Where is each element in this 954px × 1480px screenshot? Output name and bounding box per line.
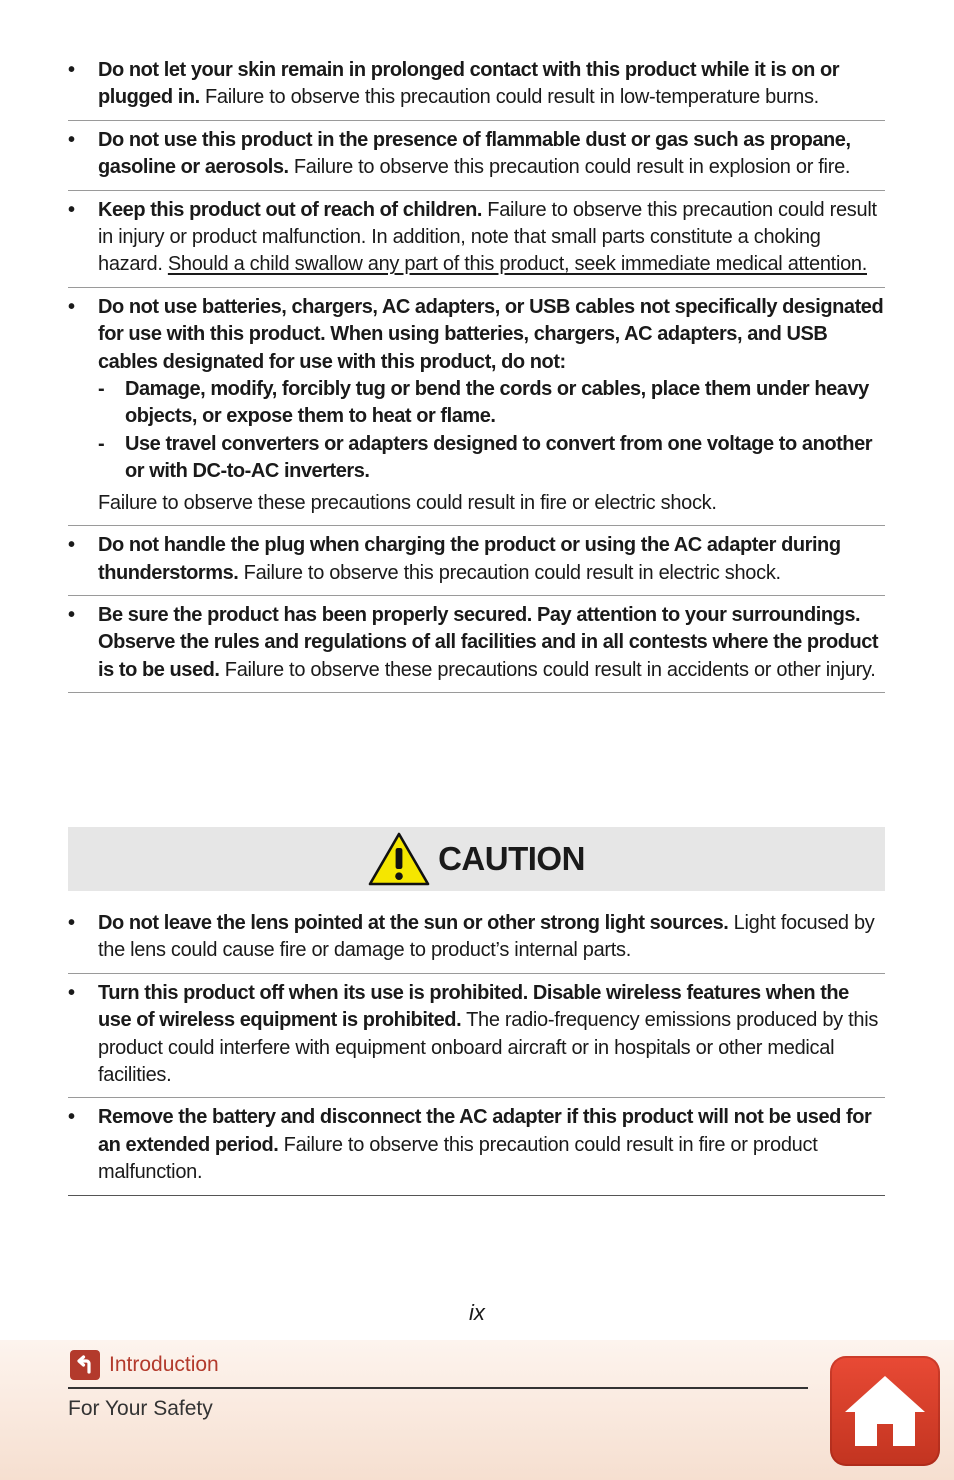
caution-text: Light focused by the lens could cause fire or damage to product’s internal parts. — [98, 912, 875, 962]
caution-title: CAUTION — [438, 840, 585, 877]
warning-text: Failure to observe this precaution could result in low-temperature burns. — [199, 86, 819, 109]
bullet: • — [68, 534, 76, 557]
bullet: • — [68, 912, 76, 934]
home-icon — [843, 1372, 927, 1450]
caution-heading: Do not leave the lens pointed at the sun or other strong light sources. — [98, 912, 729, 934]
warning-heading: Do not use batteries, chargers, AC adapters, or USB cables not specifically designated for use with this product. When using batteries, chargers, AC adapters, and USB cables designated for use with this product, do not: — [98, 295, 884, 373]
caution-text: The radio-frequency emissions produced by this product could interfere with equipment onboard aircraft or in hospitals or other medical facilities. — [98, 1009, 879, 1087]
home-button[interactable] — [830, 1356, 940, 1466]
warning-item — [68, 288, 885, 526]
warning-item — [68, 121, 885, 191]
bullet: • — [68, 295, 76, 318]
warning-heading: Keep this product out of reach of children. — [98, 198, 483, 221]
medical-attention-note: Should a child swallow any part of this product, seek immediate medical attention. — [167, 253, 867, 276]
warning-text: Failure to observe this precaution could result in electric shock. — [238, 561, 781, 584]
bullet: • — [68, 1106, 76, 1129]
warning-text: Failure to observe these precautions could result in accidents or other injury. — [219, 658, 876, 681]
bullet: • — [68, 128, 76, 151]
warning-text: Failure to observe these precautions could result in fire or electric shock. — [98, 491, 717, 514]
warning-triangle-icon — [368, 832, 430, 886]
caution-item — [68, 910, 885, 974]
caution-heading: Remove the battery and disconnect the AC adapter if this product will not be used for an extended period. — [98, 1106, 872, 1156]
bullet: • — [68, 603, 76, 626]
sub-item-text: Damage, modify, forcibly tug or bend the cords or cables, place them under heavy objects, or expose them to heat or flame. — [125, 378, 869, 428]
section-title: For Your Safety — [68, 1397, 213, 1420]
sub-item — [98, 431, 885, 486]
warning-item — [68, 57, 885, 121]
page-number: ix — [469, 1300, 485, 1325]
warning-item — [68, 191, 885, 288]
warning-heading: Do not let your skin remain in prolonged contact with this product while it is on or plugged in. — [98, 59, 840, 109]
warning-text: Failure to observe this precaution could result in explosion or fire. — [288, 156, 851, 179]
back-link-introduction[interactable] — [70, 1350, 219, 1380]
dash: - — [98, 432, 105, 455]
footer-divider — [68, 1387, 808, 1389]
caution-header — [68, 827, 885, 891]
dash: - — [98, 378, 105, 401]
warning-item — [68, 526, 885, 596]
bullet: • — [68, 59, 76, 81]
warning-heading: Do not handle the plug when charging the product or using the AC adapter during thunderstorms. — [98, 534, 841, 584]
warning-text: Failure to observe this precaution could result in injury or product malfunction. In addition, note that small parts constitute a choking hazard. — [98, 198, 877, 276]
back-link-label: Introduction — [109, 1353, 219, 1376]
bullet: • — [68, 198, 76, 221]
footer — [0, 1340, 954, 1480]
warning-item — [68, 596, 885, 693]
caution-item — [68, 974, 885, 1099]
caution-heading: Turn this product off when its use is prohibited. Disable wireless features when the use of wireless equipment is prohibited. — [98, 981, 849, 1032]
warning-heading: Do not use this product in the presence of flammable dust or gas such as propane, gasoline or aerosols. — [98, 128, 851, 179]
warning-list — [68, 57, 885, 693]
sub-item-text: Use travel converters or adapters designed to convert from one voltage to another or with DC-to-AC inverters. — [125, 432, 873, 483]
back-arrow-icon — [70, 1350, 100, 1380]
bullet: • — [68, 981, 76, 1004]
caution-text: Failure to observe this precaution could result in fire or product malfunction. — [98, 1133, 818, 1184]
caution-item — [68, 1098, 885, 1195]
warning-heading: Be sure the product has been properly secured. Pay attention to your surroundings. Observe the rules and regulations of all facilities and in all contests where the product is to be used. — [98, 603, 879, 681]
sub-item — [98, 376, 885, 431]
caution-list — [68, 910, 885, 1196]
